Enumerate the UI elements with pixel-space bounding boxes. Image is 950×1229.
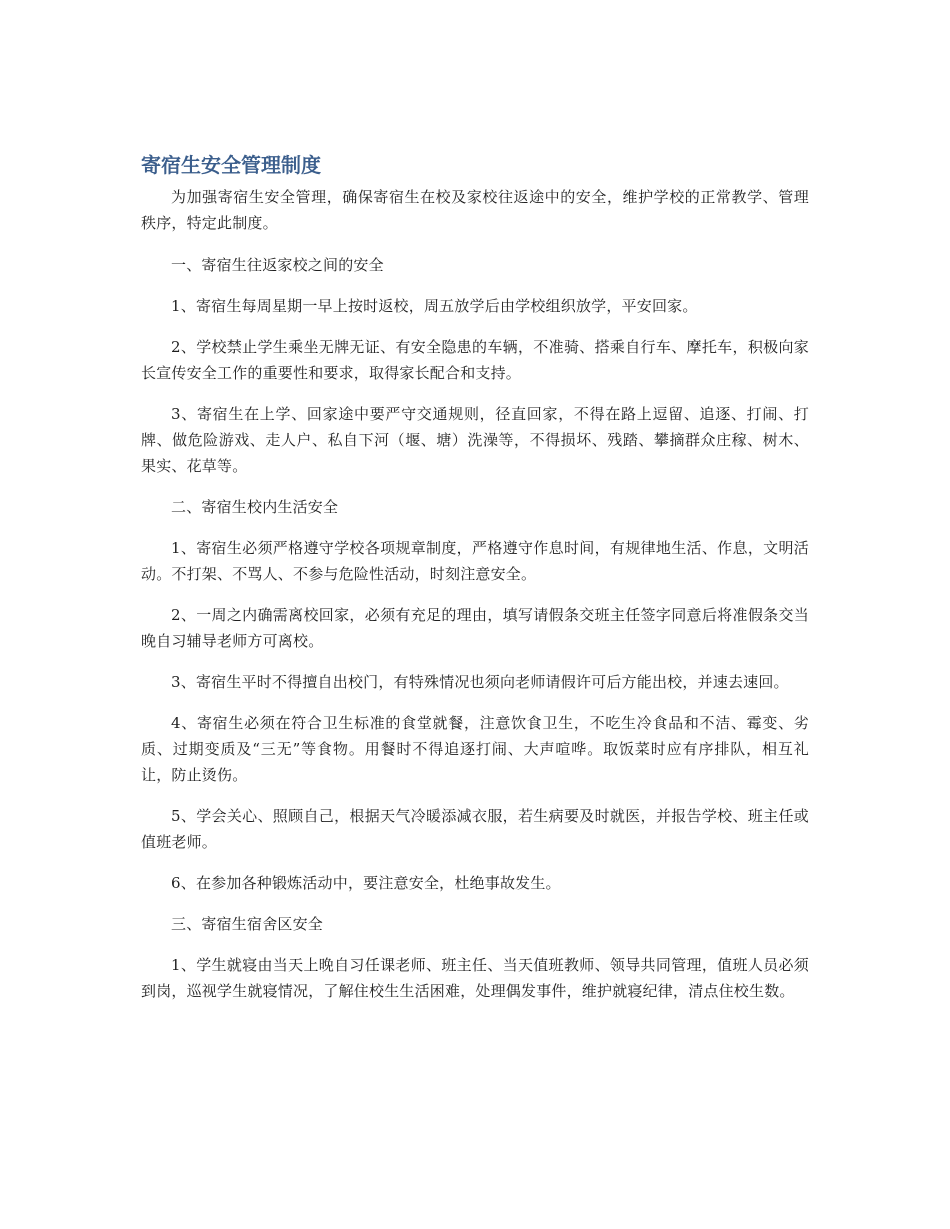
paragraph-2-6: 6、在参加各种锻炼活动中，要注意安全，杜绝事故发生。	[171, 874, 561, 892]
section-heading-3: 三、寄宿生宿舍区安全	[171, 915, 324, 933]
paragraph-2-4: 4、寄宿生必须在符合卫生标准的食堂就餐，注意饮食卫生，不吃生冷食品和不洁、霉变、劣质、过期变质及“三无”等食物。用餐时不得追逐打闹、大声喧哗。取饭菜时应有序排队，相互礼让，防止烫伤。	[141, 714, 809, 784]
paragraph-2-5: 5、学会关心、照顾自己，根据天气冷暖添减衣服，若生病要及时就医，并报告学校、班主任或值班老师。	[141, 807, 809, 851]
section-heading-1: 一、寄宿生往返家校之间的安全	[171, 256, 384, 274]
paragraph-1-2: 2、学校禁止学生乘坐无牌无证、有安全隐患的车辆，不准骑、搭乘自行车、摩托车，积极向家长宣传安全工作的重要性和要求，取得家长配合和支持。	[141, 338, 809, 382]
paragraph-3-1: 1、学生就寝由当天上晚自习任课老师、班主任、当天值班教师、领导共同管理，值班人员必须到岗，巡视学生就寝情况，了解住校生生活困难，处理偶发事件，维护就寝纪律，清点住校生数。	[141, 956, 809, 1000]
section-heading-2: 二、寄宿生校内生活安全	[171, 498, 339, 516]
paragraph-2-3: 3、寄宿生平时不得擅自出校门，有特殊情况也须向老师请假许可后方能出校，并速去速回。	[171, 673, 789, 691]
paragraph-2-2: 2、一周之内确需离校回家，必须有充足的理由，填写请假条交班主任签字同意后将准假条交当晚自习辅导老师方可离校。	[141, 606, 809, 650]
paragraph-1-3: 3、寄宿生在上学、回家途中要严守交通规则，径直回家，不得在路上逗留、追逐、打闹、打牌、做危险游戏、走人户、私自下河（堰、塘）洗澡等，不得损坏、残踏、攀摘群众庄稼、树木、果实、花草等。	[141, 405, 809, 475]
paragraph-1-1: 1、寄宿生每周星期一早上按时返校，周五放学后由学校组织放学，平安回家。	[171, 297, 698, 315]
paragraph-2-1: 1、寄宿生必须严格遵守学校各项规章制度，严格遵守作息时间，有规律地生活、作息，文明活动。不打架、不骂人、不参与危险性活动，时刻注意安全。	[141, 539, 809, 583]
document-title: 寄宿生安全管理制度	[141, 153, 321, 177]
document-page	[141, 150, 809, 1019]
intro-paragraph: 为加强寄宿生安全管理，确保寄宿生在校及家校往返途中的安全，维护学校的正常教学、管理秩序，特定此制度。	[141, 188, 809, 232]
